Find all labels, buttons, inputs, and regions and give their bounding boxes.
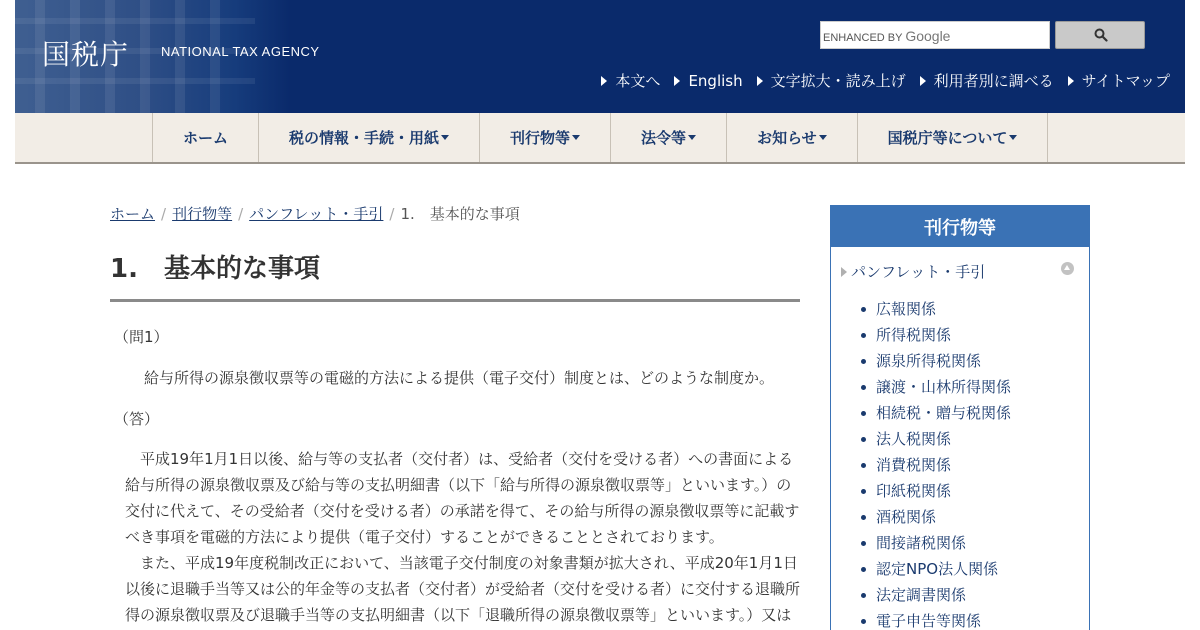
nav-item-label: お知らせ — [757, 129, 817, 147]
bullet-icon — [861, 541, 866, 546]
sidebar-item-label: 間接諸税関係 — [876, 534, 967, 552]
sidebar-title: 刊行物等 — [831, 206, 1089, 247]
search-button[interactable] — [1055, 21, 1145, 49]
sidebar-item-label: 相続税・贈与税関係 — [876, 404, 1012, 422]
nav-item-label: 国税庁等について — [887, 129, 1008, 147]
collapse-toggle-icon[interactable] — [1061, 262, 1074, 275]
breadcrumb-current: 1. 基本的な事項 — [400, 205, 520, 223]
search-brand — [823, 28, 950, 44]
question-label: （問1） — [114, 328, 169, 346]
nav-item-label: 刊行物等 — [510, 129, 571, 147]
sidebar-item-label: 法人税関係 — [876, 430, 952, 448]
bullet-icon — [861, 567, 866, 572]
bullet-icon — [861, 411, 866, 416]
bullet-icon — [861, 489, 866, 494]
sidebar-item-consumption-tax[interactable] — [861, 452, 1011, 478]
breadcrumb-link-pamphlets[interactable]: パンフレット・手引 — [249, 205, 384, 223]
sidebar-item-stamp-tax[interactable] — [861, 478, 1011, 504]
triangle-right-icon — [1068, 76, 1074, 86]
triangle-right-icon — [601, 76, 607, 86]
utility-links — [587, 70, 1170, 91]
global-nav — [15, 113, 1185, 164]
util-link-label: 文字拡大・読み上げ — [770, 72, 906, 90]
sidebar-list — [861, 296, 1011, 630]
triangle-right-icon — [674, 76, 680, 86]
answer-paragraph: 平成19年1月1日以後、給与等の支払者（交付者）は、受給者（交付を受ける者）への書面による給与所得の源泉徴収票及び給与等の支払明細書（以下「給与所得の源泉徴収票等」といいます。）の交付に代えて、その受給者（交付を受ける者）の承諾を得て、その給与所得の源泉徴収票等に記載すべき事項を電磁的方法により提供（電子交付）することができることとされております。 — [125, 450, 800, 546]
util-link-label: 本文へ — [615, 72, 661, 90]
sidebar — [830, 205, 1090, 630]
sidebar-item-label: 源泉所得税関係 — [876, 352, 982, 370]
breadcrumb-separator: / — [238, 204, 244, 223]
answer-body — [125, 446, 803, 628]
sidebar-category-label: パンフレット・手引 — [851, 263, 986, 281]
sidebar-item-label: 所得税関係 — [876, 326, 952, 344]
sidebar-item-inheritance-gift[interactable] — [861, 400, 1011, 426]
util-link-label: English — [688, 71, 743, 90]
site-header — [15, 0, 1185, 113]
site-logo-english: NATIONAL TAX AGENCY — [161, 44, 320, 59]
triangle-right-icon — [841, 267, 847, 277]
nav-item-about[interactable] — [858, 113, 1049, 162]
triangle-right-icon — [757, 76, 763, 86]
search-brand-name: Google — [905, 28, 951, 44]
search-brand-prefix: ENHANCED BY — [823, 32, 903, 44]
sidebar-category-pamphlets[interactable] — [841, 261, 985, 282]
breadcrumb-link-publications[interactable]: 刊行物等 — [172, 205, 233, 223]
title-divider — [110, 299, 800, 302]
breadcrumb — [110, 203, 520, 224]
search-icon — [1094, 28, 1108, 42]
util-link-english[interactable] — [674, 70, 742, 91]
breadcrumb-separator: / — [389, 204, 395, 223]
page-title: 1. 基本的な事項 — [110, 254, 320, 284]
sidebar-item-npo[interactable] — [861, 556, 1011, 582]
sidebar-item-statutory-reports[interactable] — [861, 582, 1011, 608]
bullet-icon — [861, 463, 866, 468]
breadcrumb-separator: / — [161, 204, 167, 223]
util-link-label: 利用者別に調べる — [933, 72, 1054, 90]
bullet-icon — [861, 515, 866, 520]
bullet-icon — [861, 359, 866, 364]
sidebar-item-label: 酒税関係 — [876, 508, 937, 526]
nav-item-tax-info[interactable] — [259, 113, 480, 162]
sidebar-item-transfer-forest[interactable] — [861, 374, 1011, 400]
site-logo[interactable]: 国税庁 — [42, 38, 130, 71]
nav-item-label: 法令等 — [641, 129, 687, 147]
bullet-icon — [861, 385, 866, 390]
sidebar-item-label: 広報関係 — [876, 300, 937, 318]
nav-item-news[interactable] — [727, 113, 858, 162]
bullet-icon — [861, 619, 866, 624]
sidebar-item-label: 認定NPO法人関係 — [876, 560, 999, 578]
caret-down-icon — [441, 135, 449, 140]
caret-down-icon — [688, 135, 696, 140]
nav-item-label: 税の情報・手続・用紙 — [289, 129, 440, 147]
sidebar-item-e-filing[interactable] — [861, 608, 1011, 630]
util-link-sitemap[interactable] — [1068, 70, 1170, 91]
util-link-label: サイトマップ — [1081, 72, 1170, 90]
nav-item-label: ホーム — [183, 129, 229, 147]
caret-down-icon — [819, 135, 827, 140]
util-link-skip-to-content[interactable] — [601, 70, 660, 91]
nav-item-home[interactable] — [153, 113, 259, 162]
sidebar-item-label: 電子申告等関係 — [876, 612, 982, 630]
sidebar-item-indirect-taxes[interactable] — [861, 530, 1011, 556]
sidebar-item-label: 法定調書関係 — [876, 586, 967, 604]
question-text: 給与所得の源泉徴収票等の電磁的方法による提供（電子交付）制度とは、どのような制度か。 — [144, 369, 775, 387]
nav-item-publications[interactable] — [480, 113, 611, 162]
bullet-icon — [861, 437, 866, 442]
sidebar-item-pr[interactable] — [861, 296, 1011, 322]
sidebar-item-corporate-tax[interactable] — [861, 426, 1011, 452]
caret-down-icon — [1009, 135, 1017, 140]
util-link-text-size[interactable] — [757, 70, 906, 91]
triangle-right-icon — [920, 76, 926, 86]
nav-item-laws[interactable] — [611, 113, 727, 162]
answer-label: （答） — [114, 410, 160, 428]
sidebar-item-label: 消費税関係 — [876, 456, 952, 474]
sidebar-item-withholding-tax[interactable] — [861, 348, 1011, 374]
sidebar-item-label: 譲渡・山林所得関係 — [876, 378, 1012, 396]
bullet-icon — [861, 307, 866, 312]
search-input[interactable] — [820, 21, 1050, 49]
sidebar-item-liquor-tax[interactable] — [861, 504, 1011, 530]
answer-paragraph: また、平成19年度税制改正において、当該電子交付制度の対象書類が拡大され、平成20年1月1日以後に退職手当等又は公的年金等の支払者（交付者）が受給者（交付を受ける者）に交付する退職所得の源泉徴収票及び退職手当等の支払明細書（以下「退職所得の源泉徴収票等」といいます。）又は — [125, 554, 801, 624]
sidebar-item-label: 印紙税関係 — [876, 482, 952, 500]
caret-down-icon — [572, 135, 580, 140]
breadcrumb-link-home[interactable]: ホーム — [110, 205, 156, 223]
bullet-icon — [861, 333, 866, 338]
util-link-by-user[interactable] — [920, 70, 1054, 91]
bullet-icon — [861, 593, 866, 598]
sidebar-item-income-tax[interactable] — [861, 322, 1011, 348]
